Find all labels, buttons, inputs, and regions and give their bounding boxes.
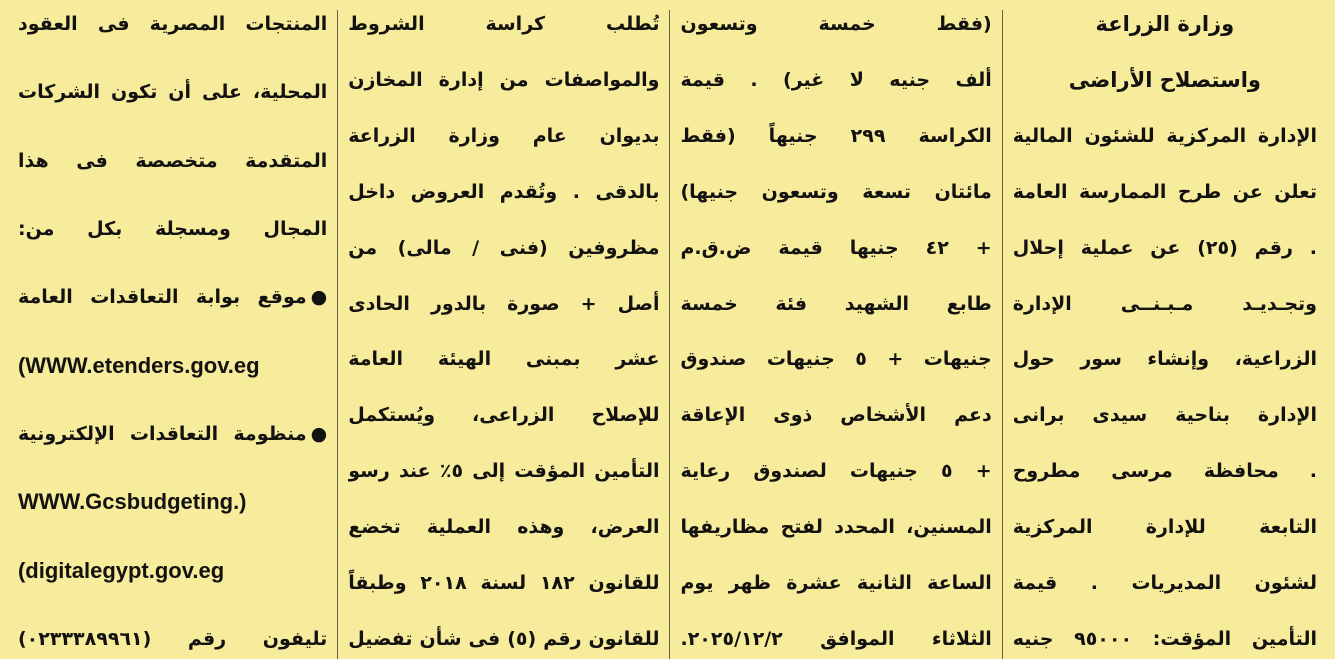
text-line-content: (فقط خمسة وتسعون [680, 13, 992, 35]
text-line [1013, 513, 1317, 547]
text-line [680, 290, 991, 324]
text-line-content: للإصلاح الزراعى، ويُستكمل [348, 404, 660, 427]
text-line [1013, 66, 1317, 100]
text-line-content: وتجـديـد مـبـنــى الإدارة [1012, 292, 1317, 315]
text-line-content: تليفون رقم (٠٢٣٣٣٨٩٩٦١) [17, 627, 328, 650]
text-line-content: الساعة الثانية عشرة ظهر يوم [680, 572, 992, 595]
text-line [18, 352, 327, 386]
text-line [1013, 569, 1317, 603]
text-line [348, 457, 659, 491]
text-line [680, 401, 991, 435]
text-line-content: مائتان تسعة وتسعون جنيها) [680, 180, 992, 203]
text-line [18, 557, 327, 591]
text-line [680, 10, 991, 44]
text-line [1013, 122, 1317, 156]
text-line [1013, 290, 1317, 324]
text-line [348, 569, 659, 603]
text-line [18, 78, 327, 112]
text-line [1013, 10, 1317, 44]
text-line-content: جنيهات + ٥ جنيهات صندوق [680, 348, 992, 371]
text-line-content: التأمين المؤقت: ٩٥٠٠٠ جنيه [1012, 627, 1317, 650]
text-line-content: المحلية، على أن تكون الشركات [17, 81, 328, 104]
text-line [18, 215, 327, 249]
text-line [680, 66, 991, 100]
column-3 [338, 10, 669, 659]
text-line-content: دعم الأشخاص ذوى الإعاقة [680, 404, 992, 427]
text-line [18, 10, 327, 44]
text-line-content: الثلاثاء الموافق ٢٠٢٥/١٢/٢. [680, 627, 992, 650]
text-line [18, 488, 327, 522]
text-line-content: تُطلب كراسة الشروط [348, 13, 660, 35]
text-line [680, 513, 991, 547]
text-line [348, 290, 659, 324]
text-line-content: والمواصفات من إدارة المخازن [348, 68, 660, 91]
bullet-icon: ● [310, 422, 328, 445]
text-line-content: ألف جنيه لا غير) . قيمة [680, 68, 992, 91]
text-line-content: عشر بمبنى الهيئة العامة [348, 348, 660, 371]
text-line [18, 147, 327, 181]
text-line-content: المجال ومسجلة بكل من: [17, 217, 328, 240]
text-line-content: المنتجات المصرية فى العقود [17, 13, 328, 35]
text-line [348, 234, 659, 268]
text-line-content: الكراسة ٢٩٩ جنيهاً (فقط [680, 124, 992, 147]
text-line [348, 345, 659, 379]
column-2 [670, 10, 1001, 659]
bullet-icon: ● [310, 286, 328, 309]
column-1 [1003, 10, 1327, 659]
text-line-content: المتقدمة متخصصة فى هذا [17, 149, 328, 172]
text-line-content: . رقم (٢٥) عن عملية إحلال [1012, 236, 1317, 259]
text-line-content: موقع بوابة التعاقدات العامة [17, 286, 307, 309]
text-line-content: الإدارة بناحية سيدى برانى [1012, 404, 1317, 427]
text-line-content: مظروفين (فنى / مالى) من [348, 236, 660, 259]
text-line-content: (WWW.etenders.gov.eg [17, 352, 260, 378]
text-line [680, 178, 991, 212]
text-line [348, 66, 659, 100]
text-line [348, 10, 659, 44]
text-line [1013, 457, 1317, 491]
column-4 [8, 10, 337, 659]
column-divider [1002, 10, 1003, 659]
text-line-content: التابعة للإدارة المركزية [1012, 516, 1317, 539]
text-line-content: الزراعية، وإنشاء سور حول [1012, 348, 1317, 371]
text-line-content: وزارة الزراعة [1095, 12, 1235, 36]
text-line [1013, 345, 1317, 379]
text-line-content: الإدارة المركزية للشئون المالية [1012, 124, 1317, 147]
text-line-content: المسنين، المحدد لفتح مظاريفها [680, 516, 992, 539]
text-line [1013, 625, 1317, 659]
text-line [680, 234, 991, 268]
text-line-content: بديوان عام وزارة الزراعة [348, 124, 660, 147]
column-divider [337, 10, 338, 659]
text-line-content: + ٤٢ جنيها قيمة ض.ق.م [680, 236, 992, 259]
text-line-content: واستصلاح الأراضى [1068, 67, 1261, 92]
text-line [348, 122, 659, 156]
text-line-content: لشئون المديريات . قيمة [1012, 572, 1317, 595]
text-line-content: WWW.Gcsbudgeting.) [17, 489, 247, 515]
text-line-content: العرض، وهذه العملية تخضع [348, 516, 660, 539]
text-line [18, 420, 327, 454]
text-line [680, 122, 991, 156]
text-line-content: . محافظة مرسى مطروح [1012, 460, 1317, 483]
text-line-content: التأمين المؤقت إلى ٥٪ عند رسو [348, 460, 660, 483]
text-line [680, 345, 991, 379]
text-line [18, 625, 327, 659]
text-line [1013, 178, 1317, 212]
text-line-content: طابع الشهيد فئة خمسة [680, 292, 992, 315]
text-line [1013, 401, 1317, 435]
text-line-content: للقانون ١٨٢ لسنة ٢٠١٨ وطبقاً [348, 572, 660, 595]
text-line-content: منظومة التعاقدات الإلكترونية [17, 422, 307, 445]
text-line [348, 178, 659, 212]
text-line [348, 401, 659, 435]
text-line-content: بالدقى . وتُقدم العروض داخل [348, 180, 660, 203]
text-line-content: أصل + صورة بالدور الحادى [348, 292, 660, 315]
text-line [348, 625, 659, 659]
text-line [680, 457, 991, 491]
text-line [680, 569, 991, 603]
text-line [18, 283, 327, 317]
text-line-content: + ٥ جنيهات لصندوق رعاية [680, 460, 992, 483]
text-line [1013, 234, 1317, 268]
text-line-content: للقانون رقم (٥) فى شأن تفضيل [348, 627, 660, 650]
text-line-content: تعلن عن طرح الممارسة العامة [1012, 180, 1317, 203]
text-line [680, 625, 991, 659]
column-divider [669, 10, 670, 659]
text-line [348, 513, 659, 547]
text-line-content: (digitalegypt.gov.eg [17, 557, 225, 583]
